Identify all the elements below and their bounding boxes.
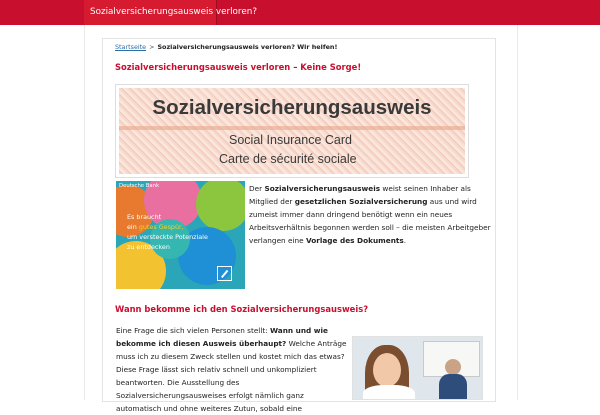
bold-term: Vorlage des Dokuments [305,236,404,245]
deutsche-bank-logo-icon [217,266,232,281]
site-title-text: Sozialversicherungsausweis verloren? [90,7,258,17]
text-line [116,337,352,350]
office-photo [352,336,483,400]
section-heading: Wann bekomme ich den Sozialversicherungsausweis? [115,304,369,314]
insurance-card-image [115,84,469,178]
breadcrumb-separator: > [149,43,155,51]
text-line [116,324,352,337]
card-title: Sozialversicherungsausweis [152,96,432,119]
ad-cup-green [196,181,245,231]
background-person-head [445,359,461,375]
ad-text-line: zu entdecken [127,243,170,251]
card-subtitle-fr: Carte de sécurité sociale [219,152,357,166]
text-line [249,234,489,247]
bold-term: gesetzlichen Sozialversicherung [294,197,428,206]
page-title: Sozialversicherungsausweis verloren – Keine Sorge! [115,62,362,72]
woman-shirt [363,385,415,400]
insurance-card-artwork [119,88,465,174]
intro-paragraph [249,182,489,247]
top-navigation-bar [0,0,600,25]
text-run: aus und wird [429,197,477,206]
breadcrumb-home-link[interactable]: Startseite [115,43,147,51]
ad-text-line [127,223,184,231]
text-line: Sozialversicherungsausweises erfolgt nämlich ganz [116,391,304,400]
text-line: automatisch und ohne weiteres Zutun, sobald eine [116,404,303,413]
bold-term: Sozialversicherungsausweis [264,184,381,193]
section-paragraph [116,324,352,415]
text-run: Der [249,184,263,193]
card-stripe [119,126,465,130]
ad-text-word: ein [127,223,137,231]
text-line: zumeist immer dann dringend benötigt wenn ein neues [249,210,453,219]
text-run: weist seinen Inhaber als [382,184,471,193]
text-run: Eine Frage die sich vielen Personen stellt: [116,326,268,335]
card-subtitle-en: Social Insurance Card [229,133,352,147]
bold-term: Wann und wie [270,326,329,335]
ad-text-line: um versteckte Potenziale [127,233,208,241]
background-person-body [439,374,467,400]
text-line [249,182,489,195]
breadcrumb [115,43,337,51]
breadcrumb-current: Sozialversicherungsausweis verloren? Wir helfen! [157,43,338,51]
text-run: . [403,236,407,245]
woman-face [373,353,401,387]
text-run: verlangen eine [249,236,304,245]
bold-term: bekomme ich diesen Ausweis überhaupt? [116,339,287,348]
text-line [249,195,489,208]
ad-text-highlight: gutes Gespür, [138,223,184,231]
ad-text-line: Es braucht [127,213,162,221]
text-run: Mitglied der [249,197,293,206]
text-run: Welche Anträge [288,339,347,348]
text-line: Diese Frage lässt sich relativ schnell und unkompliziert [116,365,317,374]
advertisement-banner[interactable] [116,181,245,289]
site-title-link[interactable] [84,0,258,25]
text-line: muss ich zu diesem Zweck stellen und kostet mich das etwas? [116,352,345,361]
ad-bank-name: Deutsche Bank [119,183,160,189]
text-line: Arbeitsverhältnis begonnen werden soll – die meisten Arbeitgeber [249,223,491,232]
text-line: beantworten. Die Ausstellung des [116,378,240,387]
